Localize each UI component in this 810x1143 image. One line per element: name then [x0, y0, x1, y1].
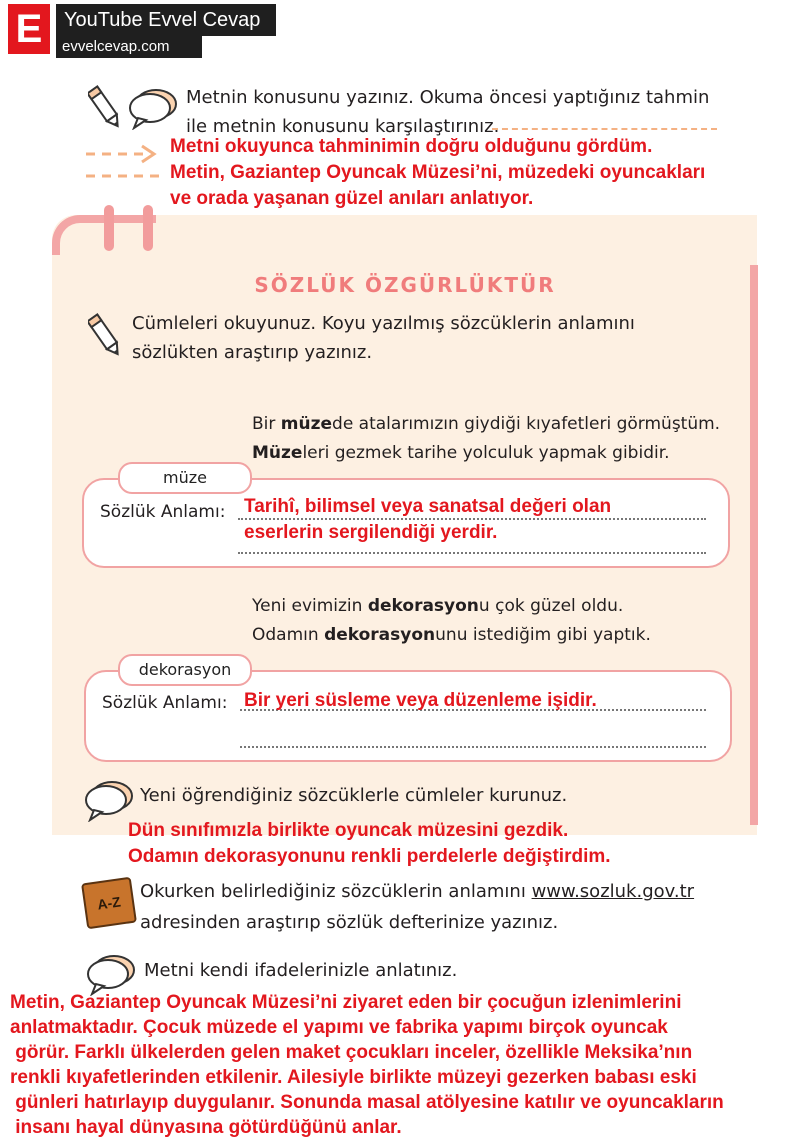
task3-instruction-line2: adresinden araştırıp sözlük defterinize yazınız.	[140, 912, 559, 933]
task4-answer-line2: anlatmaktadır. Çocuk müzede el yapımı ve fabrika yapımı birçok oyuncak	[10, 1017, 668, 1038]
answer-line	[238, 552, 706, 554]
definition-label: Sözlük Anlamı:	[100, 502, 226, 522]
sentence-text: u çok güzel oldu.	[478, 596, 624, 616]
answer-line	[240, 746, 706, 748]
dictionary-icon: A-Z	[81, 877, 137, 930]
task2-answer-line1: Dün sınıfımızla birlikte oyuncak müzesini gezdik.	[128, 820, 569, 841]
word1-answer-line2: eserlerin sergilendiği yerdir.	[244, 522, 498, 543]
sentence-text: leri gezmek tarihe yolculuk yapmak gibidir.	[302, 443, 670, 463]
dashed-arrow-icon	[82, 140, 168, 184]
task1-instruction-line1: Metnin konusunu yazınız. Okuma öncesi yaptığınız tahmin	[186, 87, 710, 108]
task4-answer-line4: renkli kıyafetlerinden etkilenir. Ailesiyle birlikte müzeyi gezerken babası eski	[10, 1067, 697, 1088]
sentence-text: de atalarımızın giydiği kıyafetleri görmüştüm.	[332, 414, 721, 434]
bold-word: Müze	[252, 443, 303, 463]
task4-answer-line5: günleri hatırlayıp duygulanır. Sonunda masal atölyesine katılır ve oyuncakların	[10, 1092, 724, 1113]
section-title: SÖZLÜK ÖZGÜRLÜKTÜR	[254, 273, 556, 297]
task1-answer-line2: Metin, Gaziantep Oyuncak Müzesi’ni, müzedeki oyuncakları	[170, 162, 706, 183]
brand-title: YouTube Evvel Cevap	[56, 4, 276, 36]
task1-answer-line1: Metni okuyunca tahminimin doğru olduğunu gördüm.	[170, 136, 653, 157]
task4-answer-line6: insanı hayal dünyasına götürdüğünü anlar.	[10, 1117, 402, 1138]
definition-label: Sözlük Anlamı:	[102, 693, 228, 713]
speech-bubble-icon	[126, 86, 178, 130]
binder-ring	[104, 205, 114, 251]
word-tag: müze	[118, 462, 252, 494]
answer-line	[238, 518, 706, 520]
task4-answer-line1: Metin, Gaziantep Oyuncak Müzesi’ni ziyaret eden bir çocuğun izlenimlerini	[10, 992, 682, 1013]
bold-word: dekorasyon	[367, 596, 479, 616]
sentence-text: Yeni evimizin	[252, 596, 368, 616]
word2-sentence1	[252, 596, 623, 616]
task2-instruction: Yeni öğrendiğiniz sözcüklerle cümleler kurunuz.	[140, 785, 568, 806]
instruction-text: Okurken belirlediğiniz sözcüklerin anlamını	[140, 881, 532, 902]
word2-sentence2	[252, 625, 651, 645]
panel-border-right	[750, 265, 758, 825]
brand-logo: E	[8, 4, 50, 54]
pencil-icon	[88, 310, 122, 362]
word1-sentence2	[252, 443, 670, 463]
section-instruction-line2: sözlükten araştırıp yazınız.	[132, 342, 373, 363]
bold-word: müze	[280, 414, 333, 434]
task4-answer-line3: görür. Farklı ülkelerden gelen maket çocukları inceler, özellikle Meksika’nın	[10, 1042, 693, 1063]
task3-instruction-line1	[140, 881, 694, 902]
word1-sentence1	[252, 414, 720, 434]
sentence-text: unu istediğim gibi yaptık.	[435, 625, 651, 645]
bold-word: dekorasyon	[324, 625, 436, 645]
sentence-text: Bir	[252, 414, 281, 434]
binder-ring	[143, 205, 153, 251]
word1-answer-line1: Tarihî, bilimsel veya sanatsal değeri olan	[244, 496, 612, 517]
answer-line	[492, 128, 717, 130]
word2-answer-line1: Bir yeri süsleme veya düzenleme işidir.	[244, 690, 597, 711]
pencil-icon	[88, 82, 122, 134]
brand-site: evvelcevap.com	[56, 36, 202, 58]
speech-bubble-icon	[84, 952, 136, 996]
task2-answer-line2: Odamın dekorasyonunu renkli perdelerle değiştirdim.	[128, 846, 611, 867]
speech-bubble-icon	[82, 778, 134, 822]
task1-instruction-line2: ile metnin konusunu karşılaştırınız.	[186, 116, 500, 137]
task1-answer-line3: ve orada yaşanan güzel anıları anlatıyor.	[170, 188, 534, 209]
word-tag: dekorasyon	[118, 654, 252, 686]
section-instruction-line1: Cümleleri okuyunuz. Koyu yazılmış sözcüklerin anlamını	[132, 313, 635, 334]
task4-instruction: Metni kendi ifadelerinizle anlatınız.	[144, 960, 458, 981]
sentence-text: Odamın	[252, 625, 325, 645]
sozluk-link[interactable]: www.sozluk.gov.tr	[531, 881, 695, 902]
